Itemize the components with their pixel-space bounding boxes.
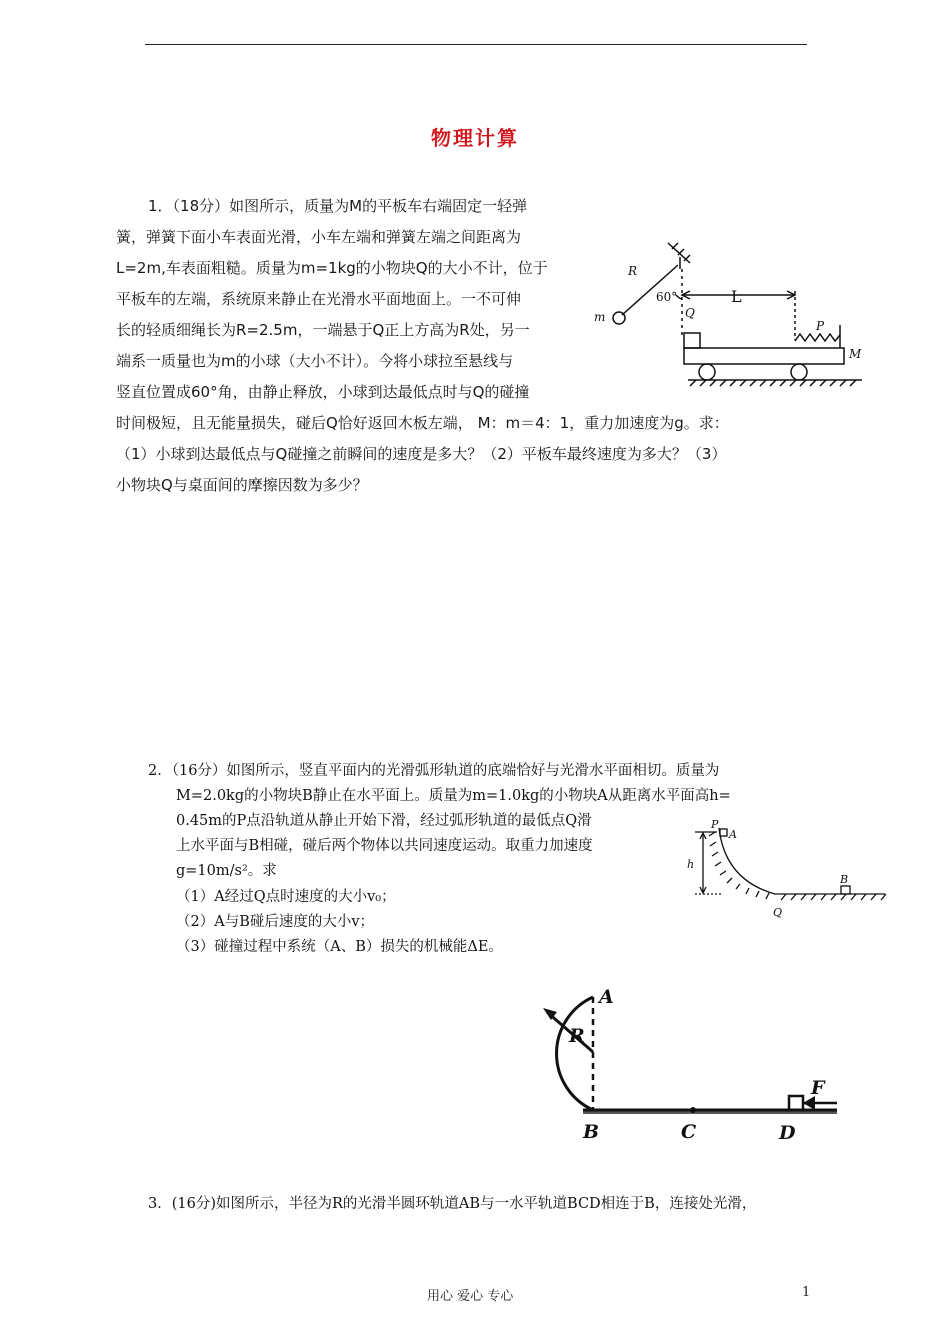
problem1-figure bbox=[590, 235, 880, 395]
p3-label-D: D bbox=[779, 1122, 796, 1144]
p1-line-4: 平板车的左端，系统原来静止在光滑水平面地面上。一不可伸 bbox=[116, 290, 522, 308]
p2-line-2: M=2.0kg的小物块B静止在水平面上。质量为m=1.0kg的小物块A从距离水平面高h= bbox=[176, 788, 731, 804]
p2-line-1: 2．（16分）如图所示，竖直平面内的光滑弧形轨道的底端恰好与光滑水平面相切。质量为 bbox=[148, 763, 720, 779]
footer-text: 用心 爱心 专心 bbox=[427, 1289, 514, 1304]
p3-label-C: C bbox=[681, 1121, 697, 1143]
p2-label-A: A bbox=[729, 828, 737, 841]
p1-label-L: L bbox=[731, 287, 742, 306]
p1-label-P: P bbox=[816, 319, 825, 333]
p3-label-B: B bbox=[583, 1121, 600, 1143]
p1-label-M: M bbox=[849, 347, 862, 361]
p1-line-2: 簧，弹簧下面小车表面光滑，小车左端和弹簧左端之间距离为 bbox=[116, 228, 522, 246]
p2-line-4: 上水平面与B相碰，碰后两个物体以共同速度运动。取重力加速度 bbox=[176, 838, 593, 854]
page-number: 1 bbox=[802, 1285, 811, 1300]
p1-line-3: L=2m,车表面粗糙。质量为m=1kg的小物块Q的大小不计，位于 bbox=[116, 259, 548, 277]
p2-line-7: （2）A与B碰后速度的大小v； bbox=[176, 914, 375, 930]
p1-label-angle: 60° bbox=[656, 290, 678, 304]
p2-line-5: g=10m/s²。求 bbox=[176, 863, 277, 879]
p2-line-6: （1）A经过Q点时速度的大小v₀； bbox=[176, 889, 396, 905]
p3-label-A: A bbox=[599, 986, 614, 1008]
header-rule bbox=[145, 44, 807, 45]
p3-label-R: R bbox=[569, 1025, 585, 1047]
p1-line-1: 1．（18分）如图所示，质量为M的平板车右端固定一轻弹 bbox=[148, 197, 528, 215]
p2-label-Q: Q bbox=[773, 906, 783, 919]
p1-label-m: m bbox=[594, 310, 606, 324]
page-title: 物理计算 bbox=[431, 126, 519, 150]
p1-label-R: R bbox=[628, 264, 638, 278]
p3-label-F: F bbox=[811, 1077, 825, 1099]
p1-line-9: （1）小球到达最低点与Q碰撞之前瞬间的速度是多大？（2）平板车最终速度为多大？（3） bbox=[116, 445, 727, 463]
p1-line-7: 竖直位置成60°角，由静止释放，小球到达最低点时与Q的碰撞 bbox=[116, 383, 530, 401]
p2-label-h: h bbox=[687, 858, 695, 871]
p2-label-B: B bbox=[840, 873, 849, 886]
p2-label-P: P bbox=[711, 818, 719, 831]
p2-line-3: 0.45m的P点沿轨道从静止开始下滑，经过弧形轨道的最低点Q滑 bbox=[176, 813, 592, 829]
p1-label-Q: Q bbox=[685, 306, 695, 320]
p1-line-10: 小物块Q与桌面间的摩擦因数为多少？ bbox=[116, 476, 368, 494]
p1-line-5: 长的轻质细绳长为R=2.5m，一端悬于Q正上方高为R处，另一 bbox=[116, 321, 530, 339]
problem3-figure bbox=[525, 982, 845, 1147]
problem2-figure bbox=[685, 818, 895, 928]
p2-line-8: （3）碰撞过程中系统（A、B）损失的机械能ΔE。 bbox=[176, 939, 503, 955]
p3-line-1: 3．(16分)如图所示，半径为R的光滑半圆环轨道AB与一水平轨道BCD相连于B，连接处光滑， bbox=[148, 1196, 757, 1212]
p1-line-6: 端系一质量也为m的小球（大小不计）。今将小球拉至悬线与 bbox=[116, 352, 514, 370]
p1-line-8: 时间极短，且无能量损失，碰后Q恰好返回木板左端， M：m＝4：1，重力加速度为g。求： bbox=[116, 414, 729, 432]
